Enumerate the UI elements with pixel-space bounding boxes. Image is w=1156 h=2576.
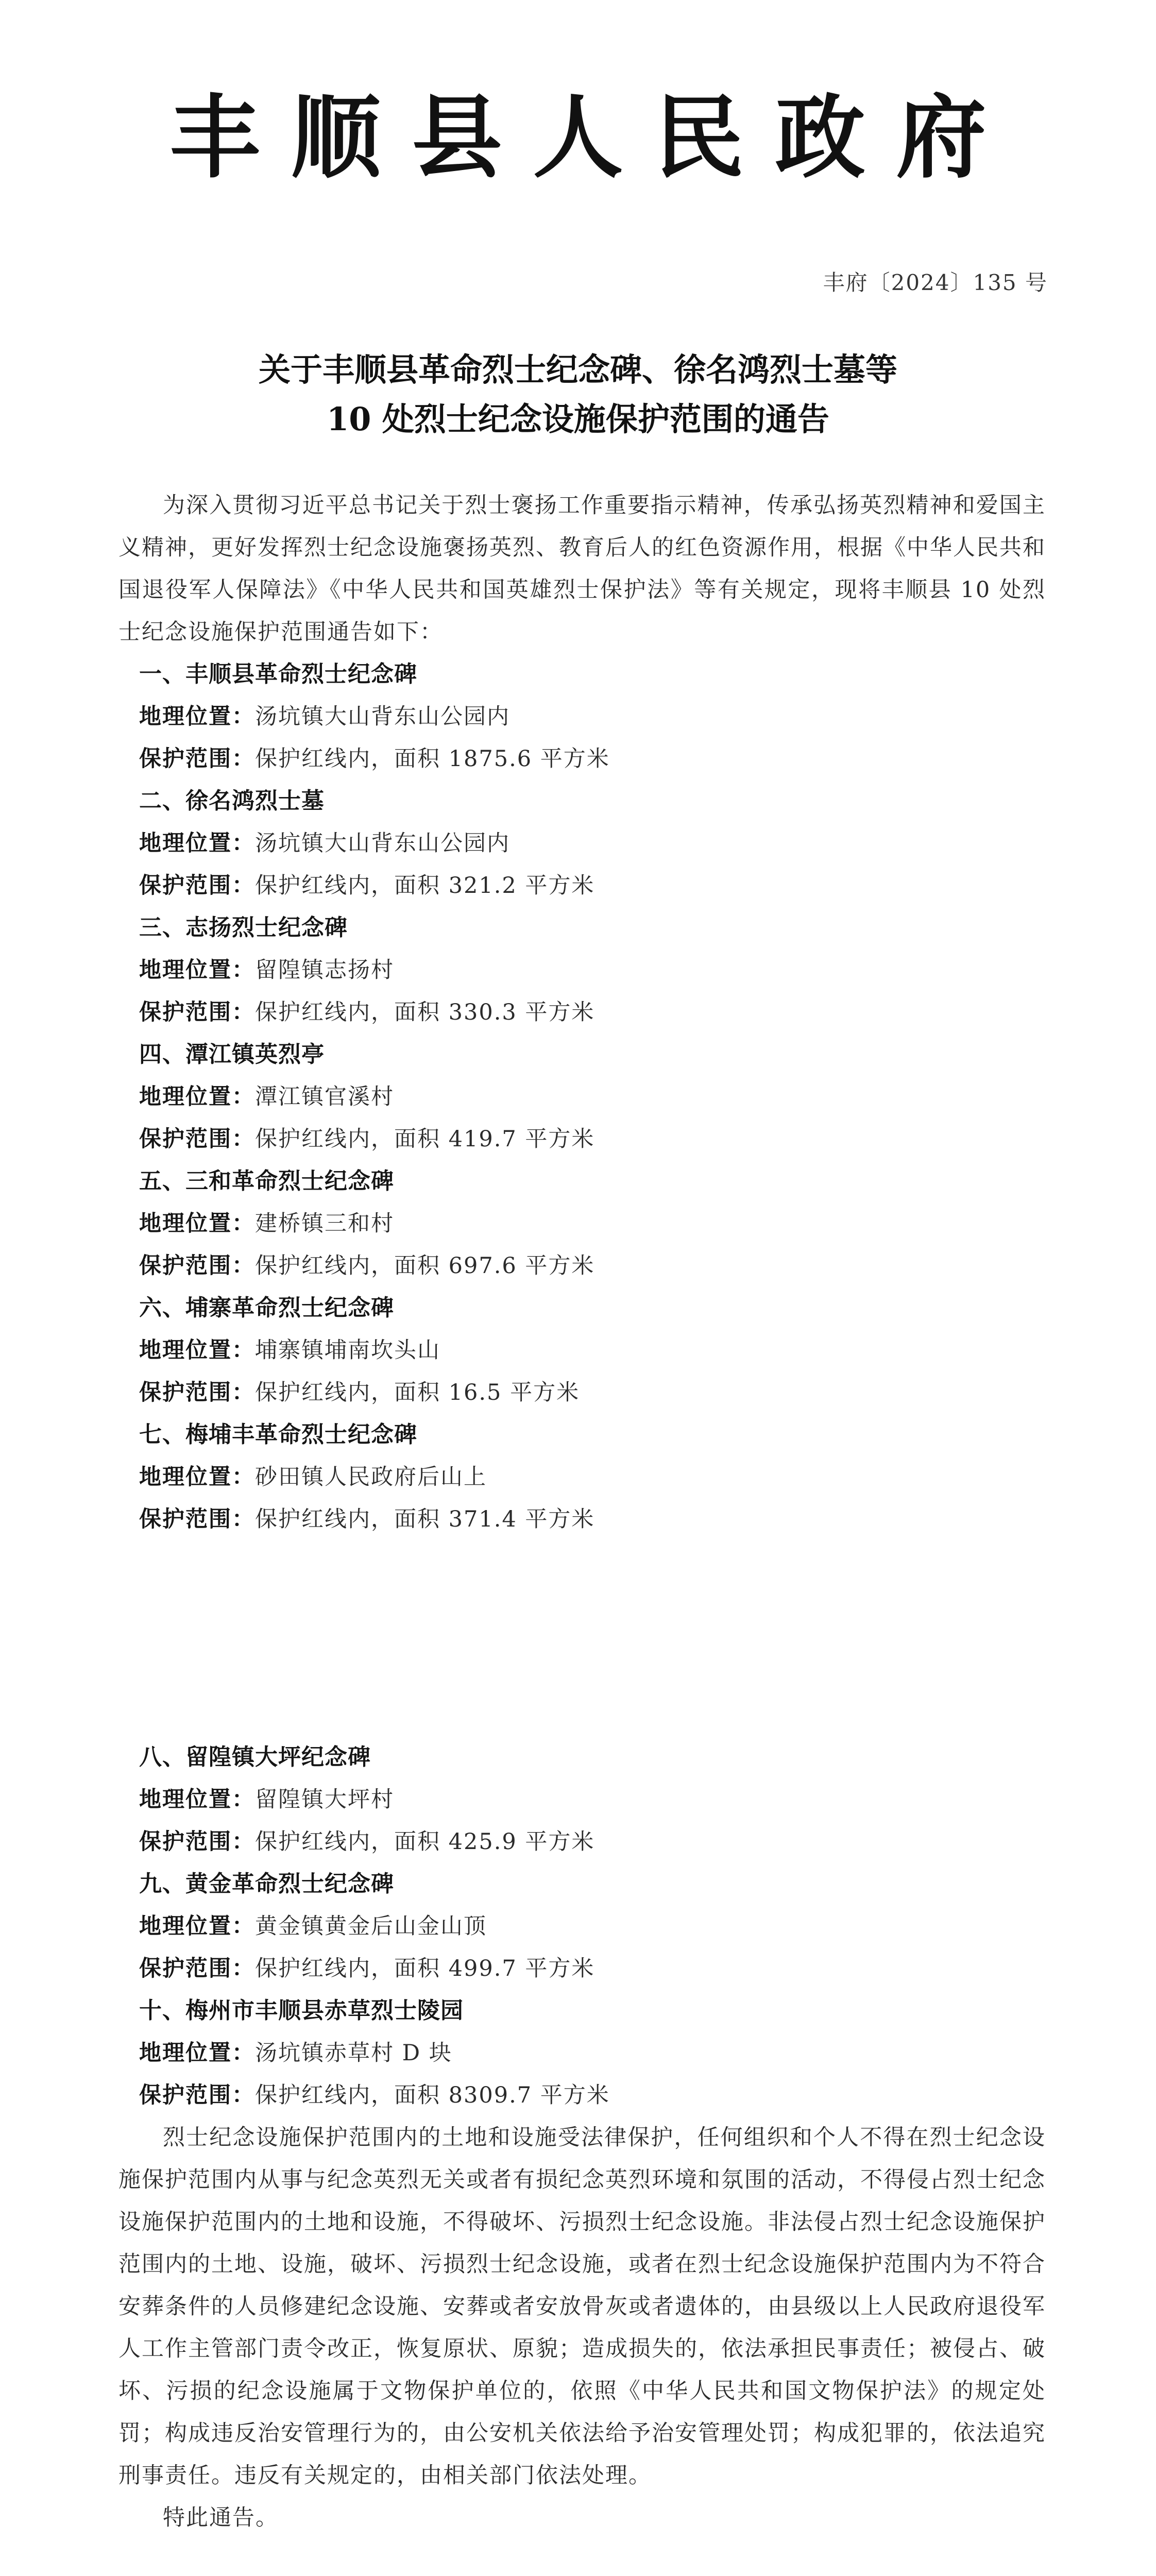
site-location	[118, 1329, 1046, 1371]
notice-title-line-1: 关于丰顺县革命烈士纪念碑、徐名鸿烈士墓等	[258, 351, 897, 388]
scope-label: 保护范围：	[139, 1253, 255, 1279]
site-heading: 六、埔寨革命烈士纪念碑	[139, 1295, 394, 1321]
location-label: 地理位置：	[139, 1084, 255, 1110]
site-location	[118, 1905, 1046, 1947]
scope-value: 保护红线内，面积 697.6 平方米	[255, 1253, 595, 1279]
location-value: 汤坑镇大山背东山公园内	[255, 831, 510, 856]
scope-label: 保护范围：	[139, 873, 255, 899]
site-scope	[118, 1498, 1046, 1540]
intro-paragraph: 为深入贯彻习近平总书记关于烈士褒扬工作重要指示精神，传承弘扬英烈精神和爱国主义精神，更好发挥烈士纪念设施褒扬英烈、教育后人的红色资源作用，根据《中华人民共和国退役军人保障法》《中华人民共和国英雄烈士保护法》等有关规定，现将丰顺县 10 处烈士纪念设施保护范围通告如下：	[118, 493, 1046, 645]
site-scope	[118, 1821, 1046, 1863]
location-value: 汤坑镇赤草村 D 块	[255, 2040, 452, 2066]
site-7	[118, 1414, 1046, 1540]
notice-body-part-2	[118, 1736, 1046, 2539]
location-value: 留隍镇志扬村	[255, 957, 394, 983]
scope-value: 保护红线内，面积 419.7 平方米	[255, 1126, 595, 1152]
scope-value: 保护红线内，面积 371.4 平方米	[255, 1506, 595, 1532]
site-scope	[118, 991, 1046, 1033]
scope-value: 保护红线内，面积 425.9 平方米	[255, 1829, 595, 1855]
site-9	[118, 1863, 1046, 1990]
site-scope	[118, 865, 1046, 907]
location-value: 黄金镇黄金后山金山顶	[255, 1913, 487, 1939]
site-scope	[118, 738, 1046, 780]
site-location	[118, 1778, 1046, 1821]
scope-label: 保护范围：	[139, 1829, 255, 1855]
legal-paragraph: 烈士纪念设施保护范围内的土地和设施受法律保护，任何组织和个人不得在烈士纪念设施保护范围内从事与纪念英烈无关或者有损纪念英烈环境和氛围的活动，不得侵占烈士纪念设施保护范围内的土地和设施，不得破坏、污损烈士纪念设施。非法侵占烈士纪念设施保护范围内的土地、设施，破坏、污损烈士纪念设施，或者在烈士纪念设施保护范围内为不符合安葬条件的人员修建纪念设施、安葬或者安放骨灰或者遗体的，由县级以上人民政府退役军人工作主管部门责令改正，恢复原状、原貌；造成损失的，依法承担民事责任；被侵占、破坏、污损的纪念设施属于文物保护单位的，依照《中华人民共和国文物保护法》的规定处罚；构成违反治安管理行为的，由公安机关依法给予治安管理处罚；构成犯罪的，依法追究刑事责任。违反有关规定的，由相关部门依法处理。	[118, 2125, 1046, 2488]
location-value: 汤坑镇大山背东山公园内	[255, 704, 510, 730]
location-label: 地理位置：	[139, 1337, 255, 1363]
site-1	[118, 653, 1046, 780]
issuing-authority-title: 丰顺县人民政府	[169, 85, 1017, 191]
location-value: 建桥镇三和村	[255, 1211, 394, 1236]
scope-label: 保护范围：	[139, 1126, 255, 1152]
site-heading: 一、丰顺县革命烈士纪念碑	[139, 661, 417, 687]
site-location	[118, 2032, 1046, 2074]
site-heading: 十、梅州市丰顺县赤草烈士陵园	[139, 1997, 464, 2024]
location-label: 地理位置：	[139, 2040, 255, 2066]
scope-value: 保护红线内，面积 321.2 平方米	[255, 873, 595, 899]
location-value: 留隍镇大坪村	[255, 1787, 394, 1812]
scope-value: 保护红线内，面积 1875.6 平方米	[255, 746, 610, 772]
site-scope	[118, 1947, 1046, 1990]
site-location	[118, 696, 1046, 738]
site-heading: 四、潭江镇英烈亭	[139, 1041, 325, 1067]
notice-body-part-1	[118, 484, 1046, 1540]
site-6	[118, 1287, 1046, 1414]
location-value: 埔寨镇埔南坎头山	[255, 1337, 440, 1363]
location-label: 地理位置：	[139, 831, 255, 856]
site-2	[118, 780, 1046, 907]
scope-value: 保护红线内，面积 8309.7 平方米	[255, 2082, 610, 2108]
scope-value: 保护红线内，面积 499.7 平方米	[255, 1956, 595, 1981]
notice-title-line-2: 10 处烈士纪念设施保护范围的通告	[327, 400, 829, 438]
scope-label: 保护范围：	[139, 999, 255, 1025]
site-location	[118, 1076, 1046, 1118]
location-label: 地理位置：	[139, 957, 255, 983]
site-4	[118, 1033, 1046, 1160]
site-location	[118, 1456, 1046, 1498]
site-heading: 七、梅埔丰革命烈士纪念碑	[139, 1421, 417, 1448]
location-label: 地理位置：	[139, 1787, 255, 1812]
site-location	[118, 1202, 1046, 1245]
scope-label: 保护范围：	[139, 746, 255, 772]
closing-statement: 特此通告。	[163, 2505, 279, 2531]
site-heading: 五、三和革命烈士纪念碑	[139, 1168, 394, 1194]
site-heading: 二、徐名鸿烈士墓	[139, 788, 325, 814]
location-label: 地理位置：	[139, 1211, 255, 1236]
site-heading: 八、留隍镇大坪纪念碑	[139, 1744, 371, 1770]
site-heading: 九、黄金革命烈士纪念碑	[139, 1871, 394, 1897]
scope-label: 保护范围：	[139, 2082, 255, 2108]
site-scope	[118, 1118, 1046, 1160]
location-value: 砂田镇人民政府后山上	[255, 1464, 487, 1490]
site-location	[118, 822, 1046, 865]
scope-label: 保护范围：	[139, 1956, 255, 1981]
site-10	[118, 1990, 1046, 2116]
site-scope	[118, 2074, 1046, 2116]
scope-label: 保护范围：	[139, 1380, 255, 1405]
site-8	[118, 1736, 1046, 1863]
site-3	[118, 907, 1046, 1033]
site-5	[118, 1160, 1046, 1287]
site-location	[118, 949, 1046, 991]
site-heading: 三、志扬烈士纪念碑	[139, 914, 348, 941]
notice-title	[0, 345, 1156, 444]
scope-label: 保护范围：	[139, 1506, 255, 1532]
location-label: 地理位置：	[139, 1913, 255, 1939]
site-scope	[118, 1371, 1046, 1414]
location-label: 地理位置：	[139, 1464, 255, 1490]
scope-value: 保护红线内，面积 16.5 平方米	[255, 1380, 580, 1405]
document-number: 丰府〔2024〕135 号	[823, 270, 1048, 295]
scope-value: 保护红线内，面积 330.3 平方米	[255, 999, 595, 1025]
location-value: 潭江镇官溪村	[255, 1084, 394, 1110]
location-label: 地理位置：	[139, 704, 255, 730]
site-scope	[118, 1245, 1046, 1287]
